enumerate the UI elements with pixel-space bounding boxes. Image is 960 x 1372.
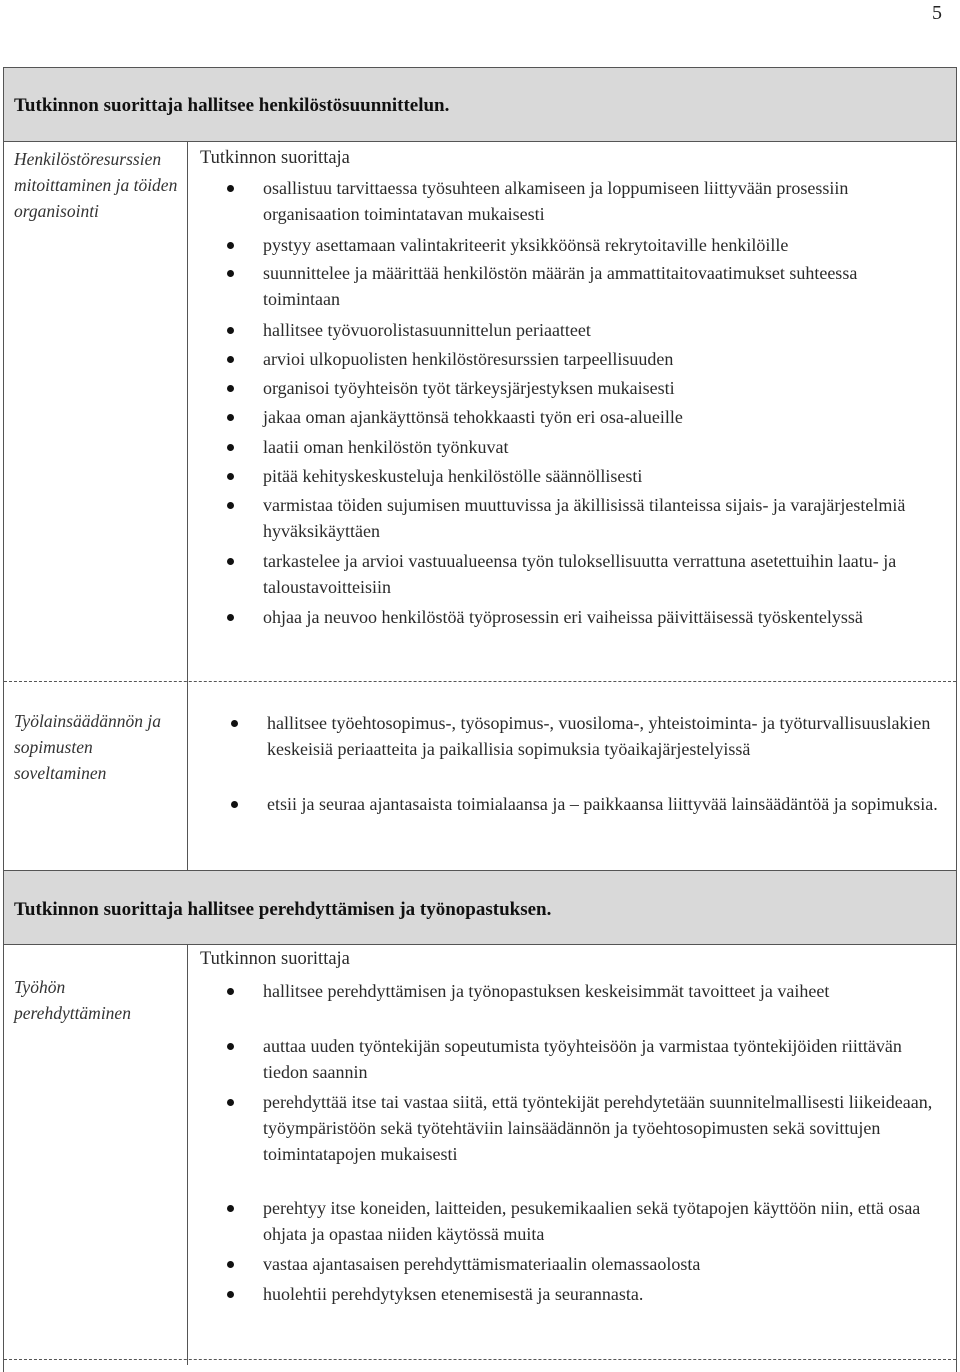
page-number: 5 xyxy=(932,2,942,24)
bullet-icon xyxy=(227,1291,234,1298)
list-item: laatii oman henkilöstön työnkuvat xyxy=(263,434,913,463)
column-divider xyxy=(187,142,188,871)
column-divider xyxy=(187,945,188,1365)
list-item: perehdyttää itse tai vastaa siitä, että työntekijät perehdytetään suunnitelmallisesti liikeideaan, työympäristöön sekä työtehtäviin lainsäädännön ja työehtosopimusten sekä sovittujen toimintatapojen mukaisesti xyxy=(263,1089,949,1195)
bullet-icon xyxy=(227,988,234,995)
list-item: hallitsee työehtosopimus-, työsopimus-, vuosiloma-, yhteistoiminta- ja työturvallisuuslakien keskeisiä periaatteita ja paikallisia sopimuksia työaikajärjestelyissä xyxy=(267,710,951,791)
bullet-icon xyxy=(227,185,234,192)
criteria-list xyxy=(267,710,951,847)
bullet-icon xyxy=(227,558,234,565)
bullet-icon xyxy=(227,1205,234,1212)
list-item: pitää kehityskeskusteluja henkilöstölle säännöllisesti xyxy=(263,463,913,492)
block-intro: Tutkinnon suorittaja xyxy=(200,148,350,168)
bullet-icon xyxy=(231,720,238,727)
bullet-icon xyxy=(227,385,234,392)
list-item: osallistuu tarvittaessa työsuhteen alkamiseen ja loppumiseen liittyvään prosessiin organisaation toimintatavan mukaisesti xyxy=(263,175,913,232)
list-item: auttaa uuden työntekijän sopeutumista työyhteisöön ja varmistaa työntekijöiden riittävän tiedon saannin xyxy=(263,1033,949,1089)
criteria-list xyxy=(263,978,949,1311)
section-heading: Tutkinnon suorittaja hallitsee henkilöstösuunnittelun. xyxy=(14,95,450,116)
list-item: pystyy asettamaan valintakriteerit yksikköönsä rekrytoitaville henkilöille xyxy=(263,232,913,260)
section-heading-row xyxy=(4,68,956,142)
list-item: huolehtii perehdytyksen etenemisestä ja seurannasta. xyxy=(263,1281,949,1311)
list-item: vastaa ajantasaisen perehdyttämismateriaalin olemassaolosta xyxy=(263,1251,949,1281)
section-heading-row xyxy=(4,871,956,945)
bullet-icon xyxy=(227,614,234,621)
block-label: Henkilöstöresurssien mitoittaminen ja töiden organisointi xyxy=(14,149,178,221)
list-item: arvioi ulkopuolisten henkilöstöresurssien tarpeellisuuden xyxy=(263,346,913,375)
list-item: hallitsee perehdyttämisen ja työnopastuksen keskeisimmät tavoitteet ja vaiheet xyxy=(263,978,949,1033)
bullet-icon xyxy=(227,1099,234,1106)
bullet-icon xyxy=(227,444,234,451)
list-item: hallitsee työvuorolistasuunnittelun periaatteet xyxy=(263,317,913,346)
bullet-icon xyxy=(227,502,234,509)
block-label: Työhön perehdyttäminen xyxy=(14,977,131,1023)
list-item: suunnittelee ja määrittää henkilöstön määrän ja ammattitaitovaatimukset suhteessa toimintaan xyxy=(263,260,913,317)
list-item: tarkastelee ja arvioi vastuualueensa työn tuloksellisuutta verrattuna asetettuihin laatu- ja taloustavoitteisiin xyxy=(263,548,913,604)
bullet-icon xyxy=(227,242,234,249)
block-intro: Tutkinnon suorittaja xyxy=(200,949,350,969)
block-label: Työlainsäädännön ja sopimusten soveltaminen xyxy=(14,711,161,783)
bullet-icon xyxy=(227,327,234,334)
list-item: ohjaa ja neuvoo henkilöstöä työprosessin eri vaiheissa päivittäisessä työskentelyssä xyxy=(263,604,913,660)
bullet-icon xyxy=(227,270,234,277)
list-item: varmistaa töiden sujumisen muuttuvissa ja äkillisissä tilanteissa sijais- ja varajärjestelmiä hyväksikäyttäen xyxy=(263,492,913,548)
section-heading: Tutkinnon suorittaja hallitsee perehdyttämisen ja työnopastuksen. xyxy=(14,899,552,920)
bullet-icon xyxy=(231,801,238,808)
bullet-icon xyxy=(227,356,234,363)
list-item: jakaa oman ajankäyttönsä tehokkaasti työn eri osa-alueille xyxy=(263,404,913,434)
bullet-icon xyxy=(227,473,234,480)
bullet-icon xyxy=(227,1043,234,1050)
criteria-list xyxy=(263,175,913,660)
block-separator xyxy=(4,681,956,682)
list-item: etsii ja seuraa ajantasaista toimialaansa ja – paikkaansa liittyvää lainsäädäntöä ja sopimuksia. xyxy=(267,791,951,847)
bullet-icon xyxy=(227,1261,234,1268)
bullet-icon xyxy=(227,414,234,421)
competence-table xyxy=(3,67,957,1372)
list-item: perehtyy itse koneiden, laitteiden, pesukemikaalien sekä työtapojen käyttöön niin, että osaa ohjata ja opastaa niiden käytössä muita xyxy=(263,1195,949,1251)
list-item: organisoi työyhteisön työt tärkeysjärjestyksen mukaisesti xyxy=(263,375,913,404)
